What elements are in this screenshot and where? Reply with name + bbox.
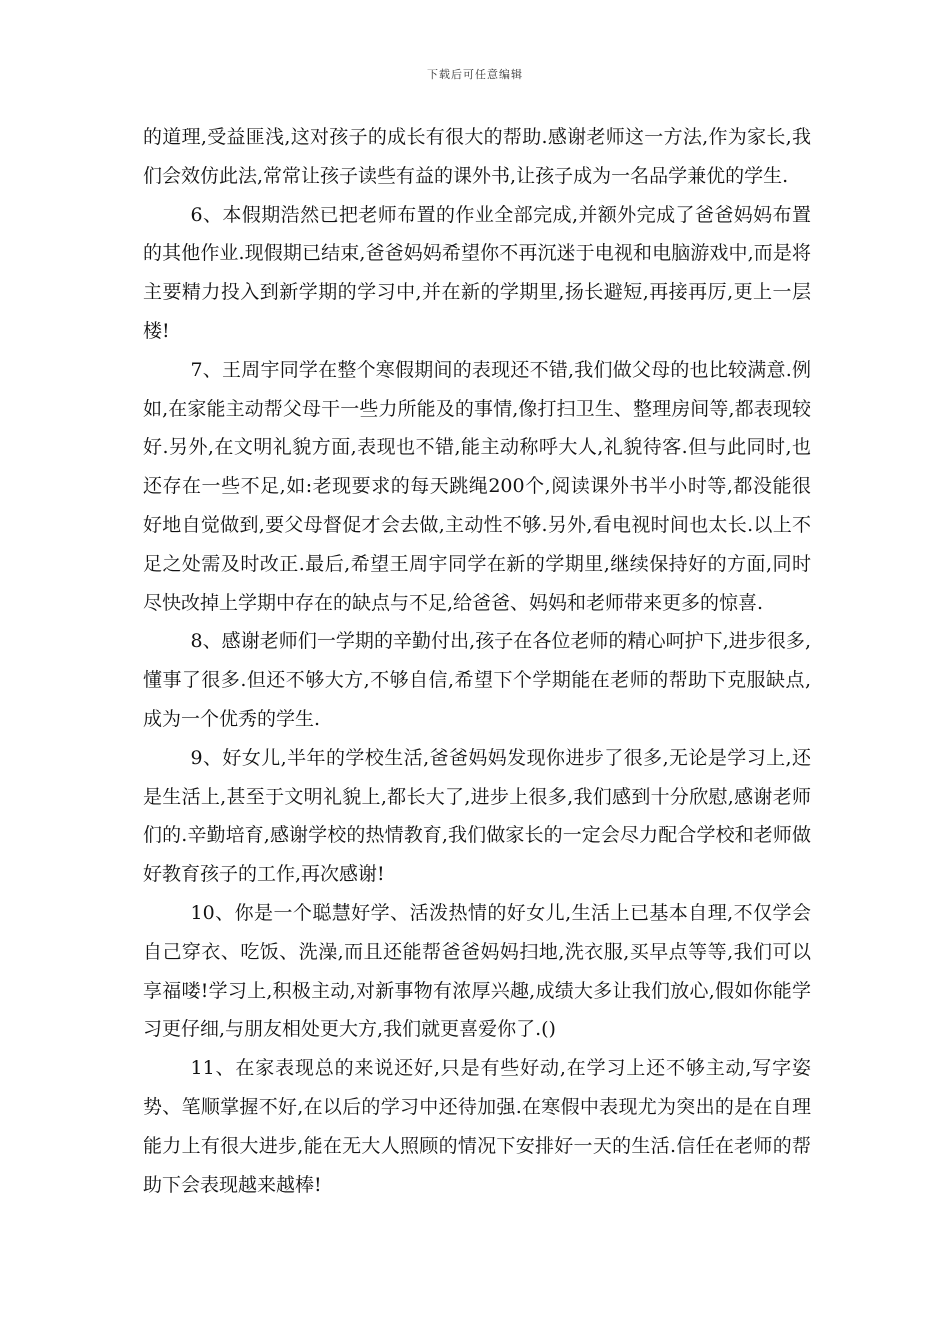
paragraph-item-8: 8、感谢老师们一学期的辛勤付出,孩子在各位老师的精心呵护下,进步很多,懂事了很多.但还不够大方,不够自信,希望下个学期能在老师的帮助下克服缺点,成为一个优秀的学生.	[143, 630, 811, 730]
paragraph-item-6: 6、本假期浩然已把老师布置的作业全部完成,并额外完成了爸爸妈妈布置的其他作业.现假期已结束,爸爸妈妈希望你不再沉迷于电视和电脑游戏中,而是将主要精力投入到新学期的学习中,并在新的学期里,扬长避短,再接再厉,更上一层楼!	[143, 203, 811, 342]
paragraph-continuation: 的道理,受益匪浅,这对孩子的成长有很大的帮助.感谢老师这一方法,作为家长,我们会效仿此法,常常让孩子读些有益的课外书,让孩子成为一名品学兼优的学生.	[143, 126, 811, 187]
paragraph-item-11: 11、在家表现总的来说还好,只是有些好动,在学习上还不够主动,写字姿势、笔顺掌握不好,在以后的学习中还待加强.在寒假中表现尤为突出的是在自理能力上有很大进步,能在无大人照顾的情况下安排好一天的生活.信任在老师的帮助下会表现越来越棒!	[143, 1057, 811, 1196]
paragraph-item-10: 10、你是一个聪慧好学、活泼热情的好女儿,生活上已基本自理,不仅学会自己穿衣、吃饭、洗澡,而且还能帮爸爸妈妈扫地,洗衣服,买早点等等,我们可以享福喽!学习上,积极主动,对新事物有浓厚兴趣,成绩大多让我们放心,假如你能学习更仔细,与朋友相处更大方,我们就更喜爱你了.()	[143, 901, 811, 1041]
paragraph-item-7: 7、王周宇同学在整个寒假期间的表现还不错,我们做父母的也比较满意.例如,在家能主动帮父母干一些力所能及的事情,像打扫卫生、整理房间等,都表现较好.另外,在文明礼貌方面,表现也不错,能主动称呼大人,礼貌待客.但与此同时,也还存在一些不足,如:老现要求的每天跳绳200个,阅读课外书半小时等,都没能很好地自觉做到,要父母督促才会去做,主动性不够.另外,看电视时间也太长.以上不足之处需及时改正.最后,希望王周宇同学在新的学期里,继续保持好的方面,同时尽快改掉上学期中存在的缺点与不足,给爸爸、妈妈和老师带来更多的惊喜.	[143, 358, 811, 614]
header-note: 下载后可任意编辑	[427, 68, 523, 81]
document-body	[143, 118, 811, 1204]
paragraph-item-9: 9、好女儿,半年的学校生活,爸爸妈妈发现你进步了很多,无论是学习上,还是生活上,甚至于文明礼貌上,都长大了,进步上很多,我们感到十分欣慰,感谢老师们的.辛勤培育,感谢学校的热情教育,我们做家长的一定会尽力配合学校和老师做好教育孩子的工作,再次感谢!	[143, 746, 811, 886]
